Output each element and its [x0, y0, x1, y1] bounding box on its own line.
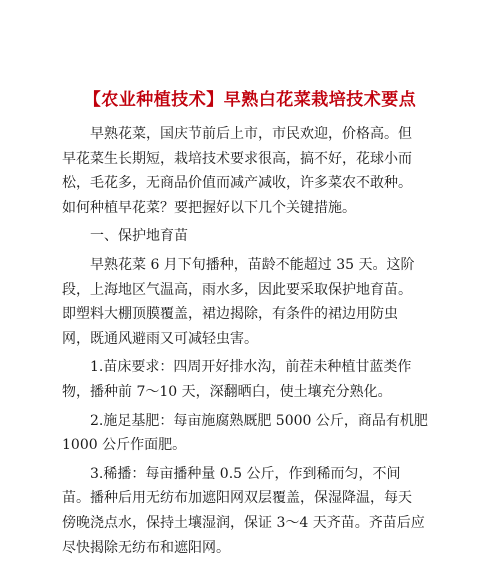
paragraph-fertilizer [62, 409, 447, 458]
section-heading-1 [62, 224, 447, 249]
article-body [62, 122, 447, 564]
paragraph-seedbed [62, 355, 447, 404]
paragraph-sowing [62, 462, 447, 560]
text-line: 2.施足基肥：每亩施腐熟厩肥 5000 公斤，商品有机肥 [90, 412, 428, 429]
text-line: 如何种植早花菜？要把握好以下几个关键措施。 [62, 199, 356, 216]
text-line: 傍晚浇点水，保持土壤湿润，保证 3～4 天齐苗。齐苗后应 [62, 514, 425, 531]
text-line: 1000 公斤作面肥。 [62, 437, 187, 454]
text-line: 即塑料大棚顶膜覆盖，裙边揭除，有条件的裙边用防虫 [62, 306, 398, 323]
paragraph-intro [62, 122, 447, 220]
article-title: 【农业种植技术】早熟白花菜栽培技术要点 [83, 90, 417, 110]
text-line: 段，上海地区气温高，雨水多，因此要采取保护地育苗。 [62, 281, 412, 298]
text-line: 物，播种前 7～10 天，深翻晒白，使土壤充分熟化。 [62, 383, 392, 400]
text-line: 苗。播种后用无纺布加遮阳网双层覆盖，保湿降温，每天 [62, 490, 412, 507]
text-line: 尽快揭除无纺布和遮阳网。 [62, 539, 230, 556]
text-line: 松，毛花多，无商品价值而减产减收，许多菜农不敢种。 [62, 175, 412, 192]
section-heading: 一、保护地育苗 [90, 228, 188, 245]
text-line: 早熟花菜 6 月下旬播种，苗龄不能超过 35 天。这阶 [90, 256, 415, 273]
text-line: 早熟花菜，国庆节前后上市，市民欢迎，价格高。但 [90, 126, 412, 142]
text-line: 1.苗床要求：四周开好排水沟，前茬未种植甘蓝类作 [90, 359, 412, 376]
text-line: 网，既通风避雨又可减轻虫害。 [62, 330, 258, 347]
paragraph-section-1 [62, 253, 447, 351]
text-line: 早花菜生长期短，栽培技术要求很高，搞不好，花球小而 [62, 150, 412, 167]
text-line: 3.稀播：每亩播种量 0.5 公斤，作到稀而匀，不间 [90, 465, 401, 482]
